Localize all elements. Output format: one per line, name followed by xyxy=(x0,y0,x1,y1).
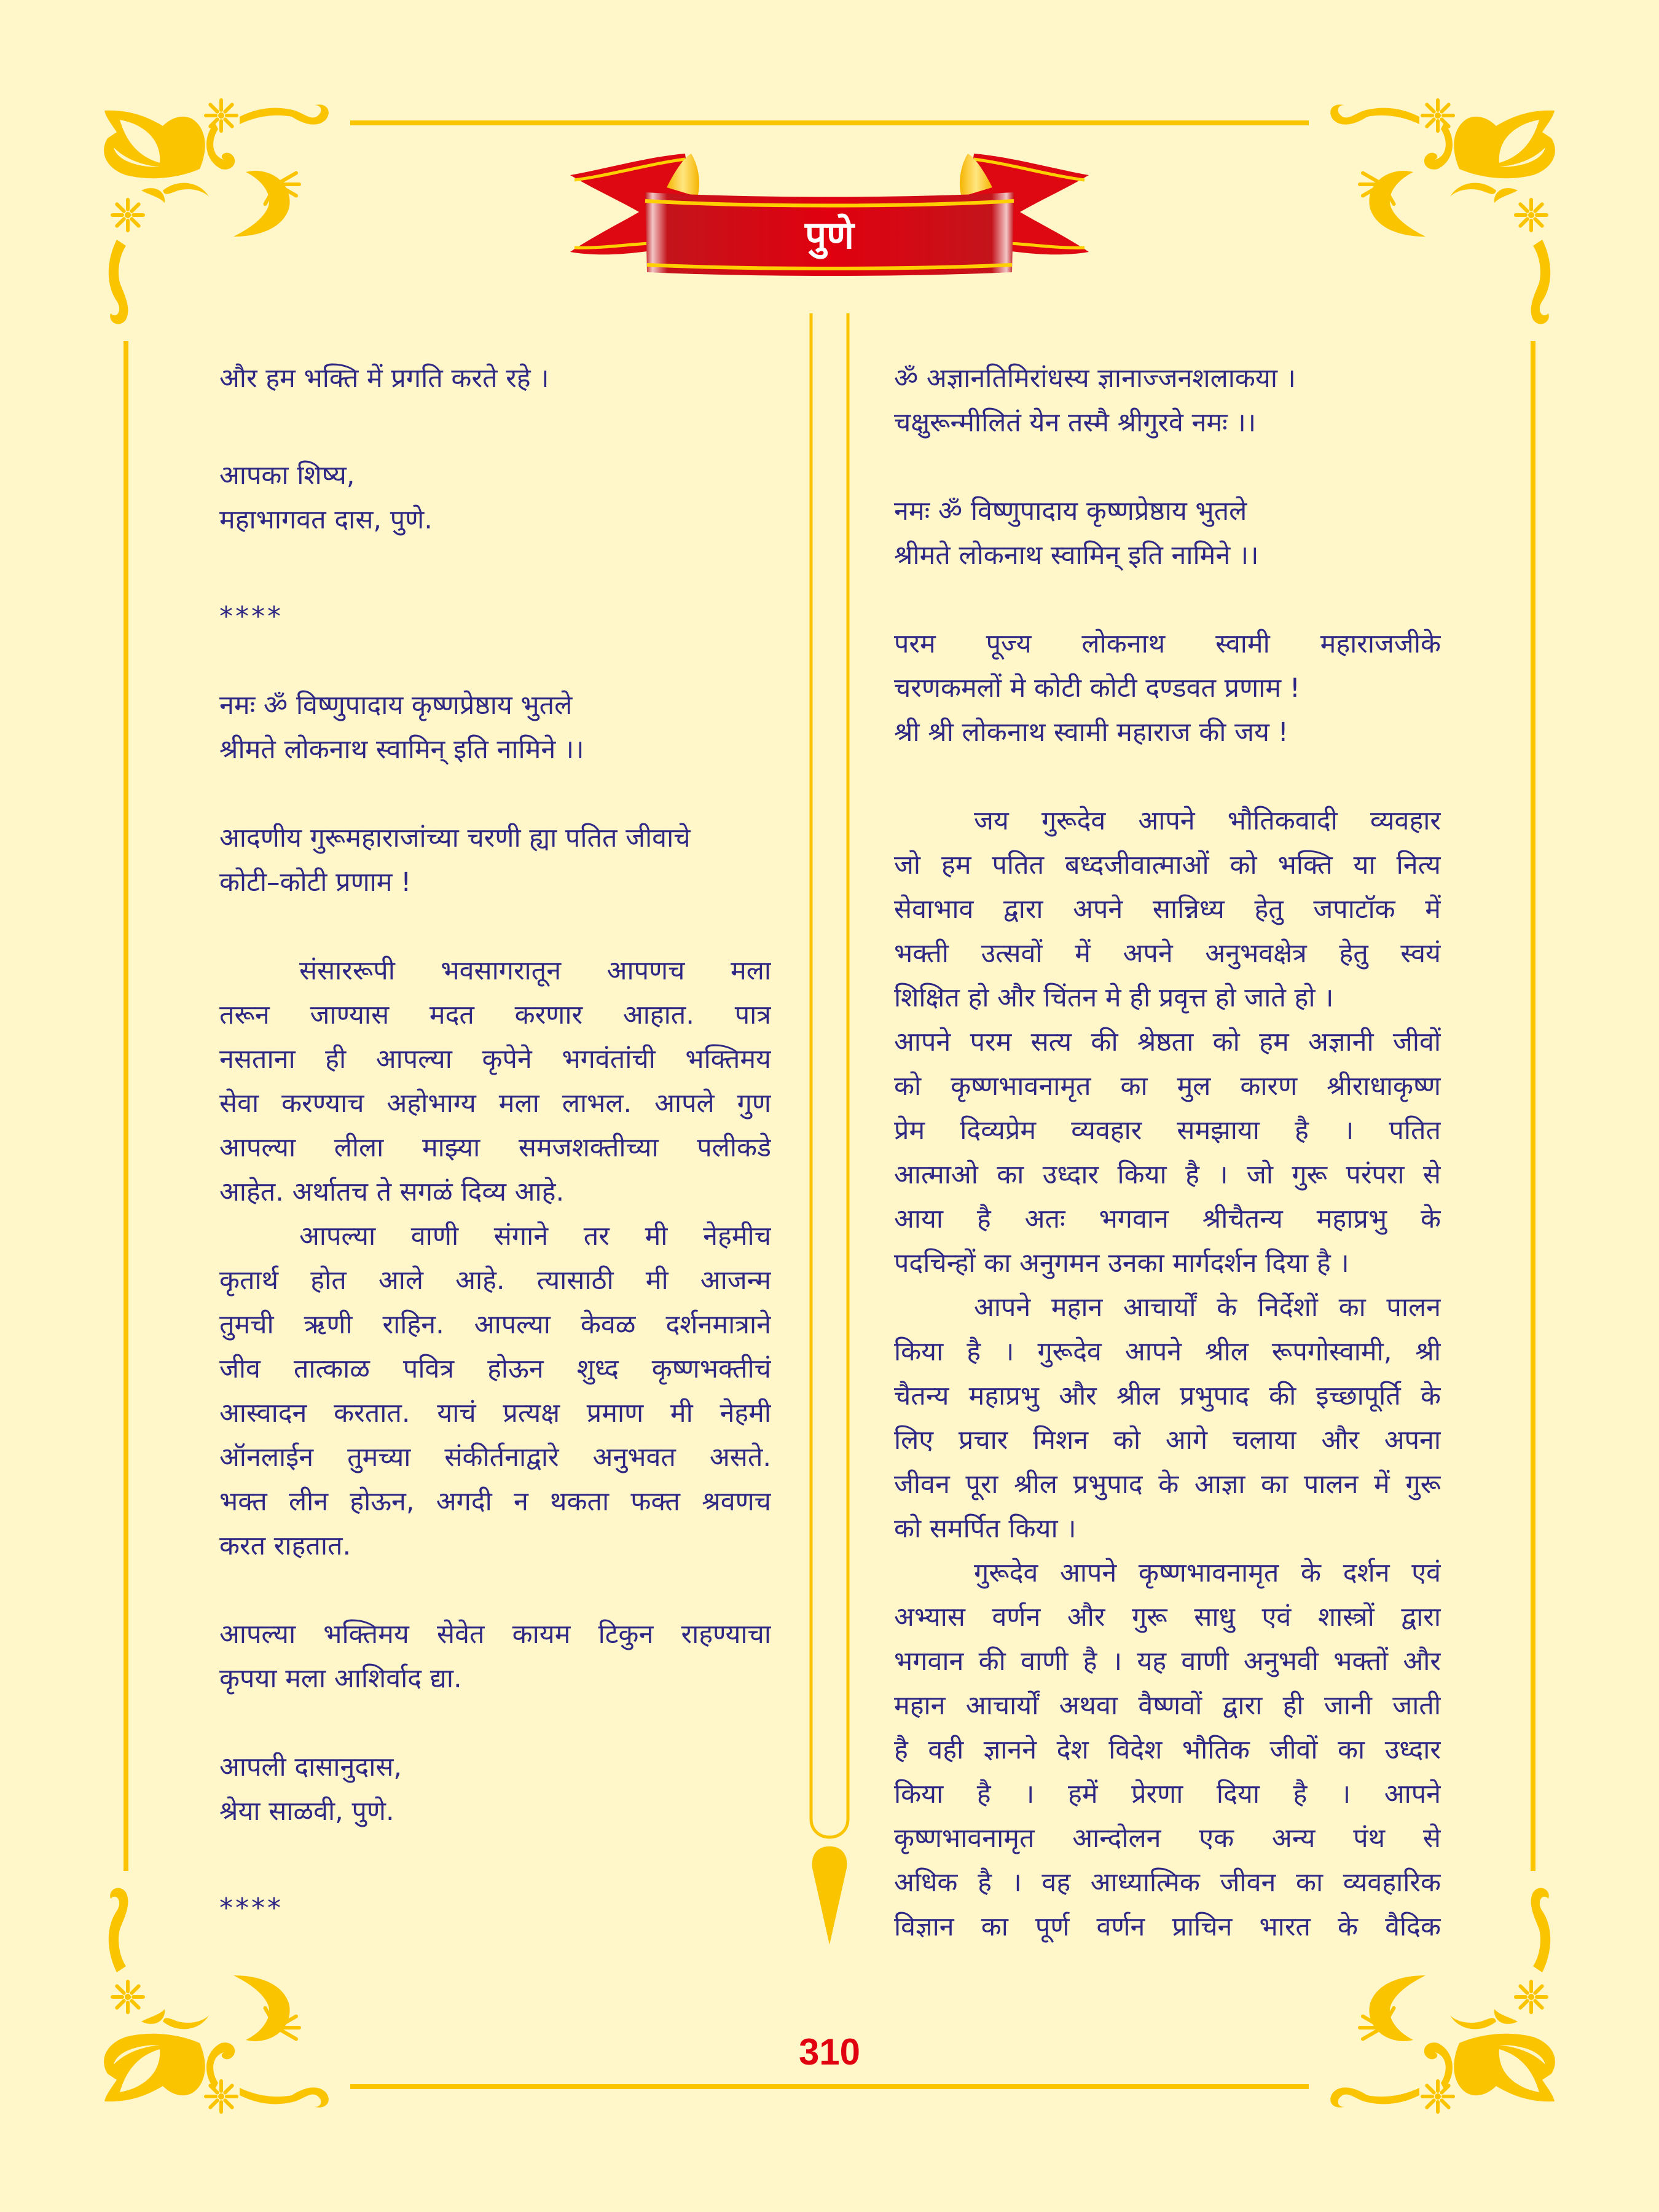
text-line: भक्ती उत्सवों में अपने अनुभवक्षेत्र हेतु स्वयं xyxy=(894,938,1441,969)
text-line: तरून जाण्यास मदत करणार आहात. पात्र xyxy=(219,1000,771,1030)
text-line: तुमची ऋणी राहिन. आपल्या केवळ दर्शनमात्राने xyxy=(219,1309,771,1340)
corner-ornament-top-right-icon xyxy=(1321,98,1567,344)
text-line: चैतन्य महाप्रभु और श्रील प्रभुपाद की इच्छापूर्ति के xyxy=(894,1381,1441,1411)
corner-ornament-top-left-icon xyxy=(92,98,338,344)
text-line: जय गुरूदेव आपने भौतिकवादी व्यवहार xyxy=(974,806,1441,836)
text-line: आपने परम सत्य की श्रेष्ठता को हम अज्ञानी जीवों xyxy=(894,1027,1441,1057)
text-line: आपल्या वाणी संगाने तर मी नेहमीच xyxy=(299,1221,771,1252)
text-line: आपली दासानुदास, xyxy=(219,1752,402,1783)
text-line: अभ्यास वर्णन और गुरू साधु एवं शास्त्रों द्वारा xyxy=(894,1602,1441,1633)
text-line: नमः ॐ विष्णुपादाय कृष्णप्रेष्ठाय भुतले xyxy=(894,496,1247,527)
text-line: भगवान की वाणी है । यह वाणी अनुभवी भक्तों और xyxy=(894,1646,1441,1677)
column-divider-icon xyxy=(799,313,860,1954)
text-line: महान आचार्यों अथवा वैष्णवों द्वारा ही जानी जाती xyxy=(894,1690,1441,1721)
separator-stars: **** xyxy=(219,601,283,632)
text-line: ॐ अज्ञानतिमिरांधस्य ज्ञानाज्जनशलाकया । xyxy=(894,363,1296,394)
text-line: श्री श्री लोकनाथ स्वामी महाराज की जय ! xyxy=(894,717,1288,748)
page-number: 310 xyxy=(798,2031,861,2073)
frame-top-line xyxy=(350,120,1309,125)
text-line: पदचिन्हों का अनुगमन उनका मार्गदर्शन दिया है । xyxy=(894,1248,1349,1279)
text-line: लिए प्रचार मिशन को आगे चलाया और अपना xyxy=(894,1425,1441,1456)
text-line: प्रेम दिव्यप्रेम व्यवहार समझाया है । पतित xyxy=(894,1115,1441,1146)
text-line: ऑनलाईन तुमच्या संकीर्तनाद्वारे अनुभवत असते. xyxy=(219,1442,771,1473)
text-line: आत्माओ का उध्दार किया है । जो गुरू परंपरा से xyxy=(894,1159,1441,1190)
text-line: को कृष्णभावनामृत का मुल कारण श्रीराधाकृष्ण xyxy=(894,1071,1441,1102)
text-line: आपने महान आचार्यों के निर्देशों का पालन xyxy=(974,1292,1441,1323)
text-line: चरणकमलों मे कोटी कोटी दण्डवत प्रणाम ! xyxy=(894,673,1301,704)
text-line: कृपया मला आशिर्वाद द्या. xyxy=(219,1663,462,1694)
frame-right-line xyxy=(1531,341,1535,1871)
text-line: श्रेया साळवी, पुणे. xyxy=(219,1796,394,1827)
banner-title: पुणे xyxy=(804,213,855,257)
text-line: विज्ञान का पूर्ण वर्णन प्राचिन भारत के वैदिक xyxy=(894,1912,1441,1942)
text-line: किया है । गुरूदेव आपने श्रील रूपगोस्वामी, श्री xyxy=(894,1336,1441,1367)
text-line: आहेत. अर्थातच ते सगळं दिव्य आहे. xyxy=(219,1177,565,1207)
text-line: श्रीमते लोकनाथ स्वामिन् इति नामिने ।। xyxy=(894,540,1259,571)
text-line: आपल्या लीला माझ्या समजशक्तीच्या पलीकडे xyxy=(219,1132,771,1163)
left-column xyxy=(219,356,771,1931)
text-line: सेवाभाव द्वारा अपने सान्निध्य हेतु जपाटॉक में xyxy=(894,894,1441,925)
separator-stars: **** xyxy=(219,1892,283,1924)
text-line: आपल्या भक्तिमय सेवेत कायम टिकुन राहण्याचा xyxy=(219,1619,771,1650)
text-line: गुरूदेव आपने कृष्णभावनामृत के दर्शन एवं xyxy=(974,1558,1441,1588)
text-line: आदणीय गुरूमहाराजांच्या चरणी ह्या पतित जीवाचे xyxy=(219,823,691,853)
text-line: जीव तात्काळ पवित्र होऊन शुध्द कृष्णभक्तीचं xyxy=(219,1354,771,1384)
frame-left-line xyxy=(124,341,128,1871)
text-line: आया है अतः भगवान श्रीचैतन्य महाप्रभु के xyxy=(894,1204,1441,1234)
text-line: को समर्पित किया । xyxy=(894,1513,1077,1544)
text-line: किया है । हमें प्रेरणा दिया है । आपने xyxy=(894,1779,1441,1810)
right-column xyxy=(894,356,1441,1949)
text-line: श्रीमते लोकनाथ स्वामिन् इति नामिने ।। xyxy=(219,734,584,765)
text-line: आस्वादन करतात. याचं प्रत्यक्ष प्रमाण मी नेहमी xyxy=(219,1398,771,1429)
text-line: भक्त लीन होऊन, अगदी न थकता फक्त श्रवणच xyxy=(219,1486,771,1517)
text-line: कोटी–कोटी प्रणाम ! xyxy=(219,867,412,898)
text-line: जीवन पूरा श्रील प्रभुपाद के आज्ञा का पालन में गुरू xyxy=(894,1469,1441,1500)
text-line: परम पूज्य लोकनाथ स्वामी महाराजजीके xyxy=(894,629,1441,659)
frame-bottom-line xyxy=(350,2084,1309,2089)
text-line: शिक्षित हो और चिंतन मे ही प्रवृत्त हो जाते हो । xyxy=(894,982,1334,1013)
text-line: महाभागवत दास, पुणे. xyxy=(219,504,433,535)
text-line: सेवा करण्याच अहोभाग्य मला लाभल. आपले गुण xyxy=(219,1088,771,1119)
text-line: नसताना ही आपल्या कृपेने भगवंतांची भक्तिमय xyxy=(219,1044,771,1075)
text-line: नमः ॐ विष्णुपादाय कृष्णप्रेष्ठाय भुतले xyxy=(219,690,573,721)
text-line: है वही ज्ञानने देश विदेश भौतिक जीवों का उध्दार xyxy=(894,1735,1441,1765)
text-line: जो हम पतित बध्दजीवात्माओं को भक्ति या नित्य xyxy=(894,850,1441,880)
text-line: चक्षुरून्मीलितं येन तस्मै श्रीगुरवे नमः ।। xyxy=(894,407,1257,438)
text-line: अधिक है । वह आध्यात्मिक जीवन का व्यवहारिक xyxy=(894,1867,1441,1898)
text-line: आपका शिष्य, xyxy=(219,460,355,491)
text-line: कृतार्थ होत आले आहे. त्यासाठी मी आजन्म xyxy=(219,1265,771,1296)
text-line: संसाररूपी भवसागरातून आपणच मला xyxy=(299,955,771,986)
text-line: कृष्णभावनामृत आन्दोलन एक अन्य पंथ से xyxy=(894,1823,1441,1854)
text-line: और हम भक्ति में प्रगति करते रहे । xyxy=(219,363,549,394)
text-line: करत राहतात. xyxy=(219,1531,351,1561)
